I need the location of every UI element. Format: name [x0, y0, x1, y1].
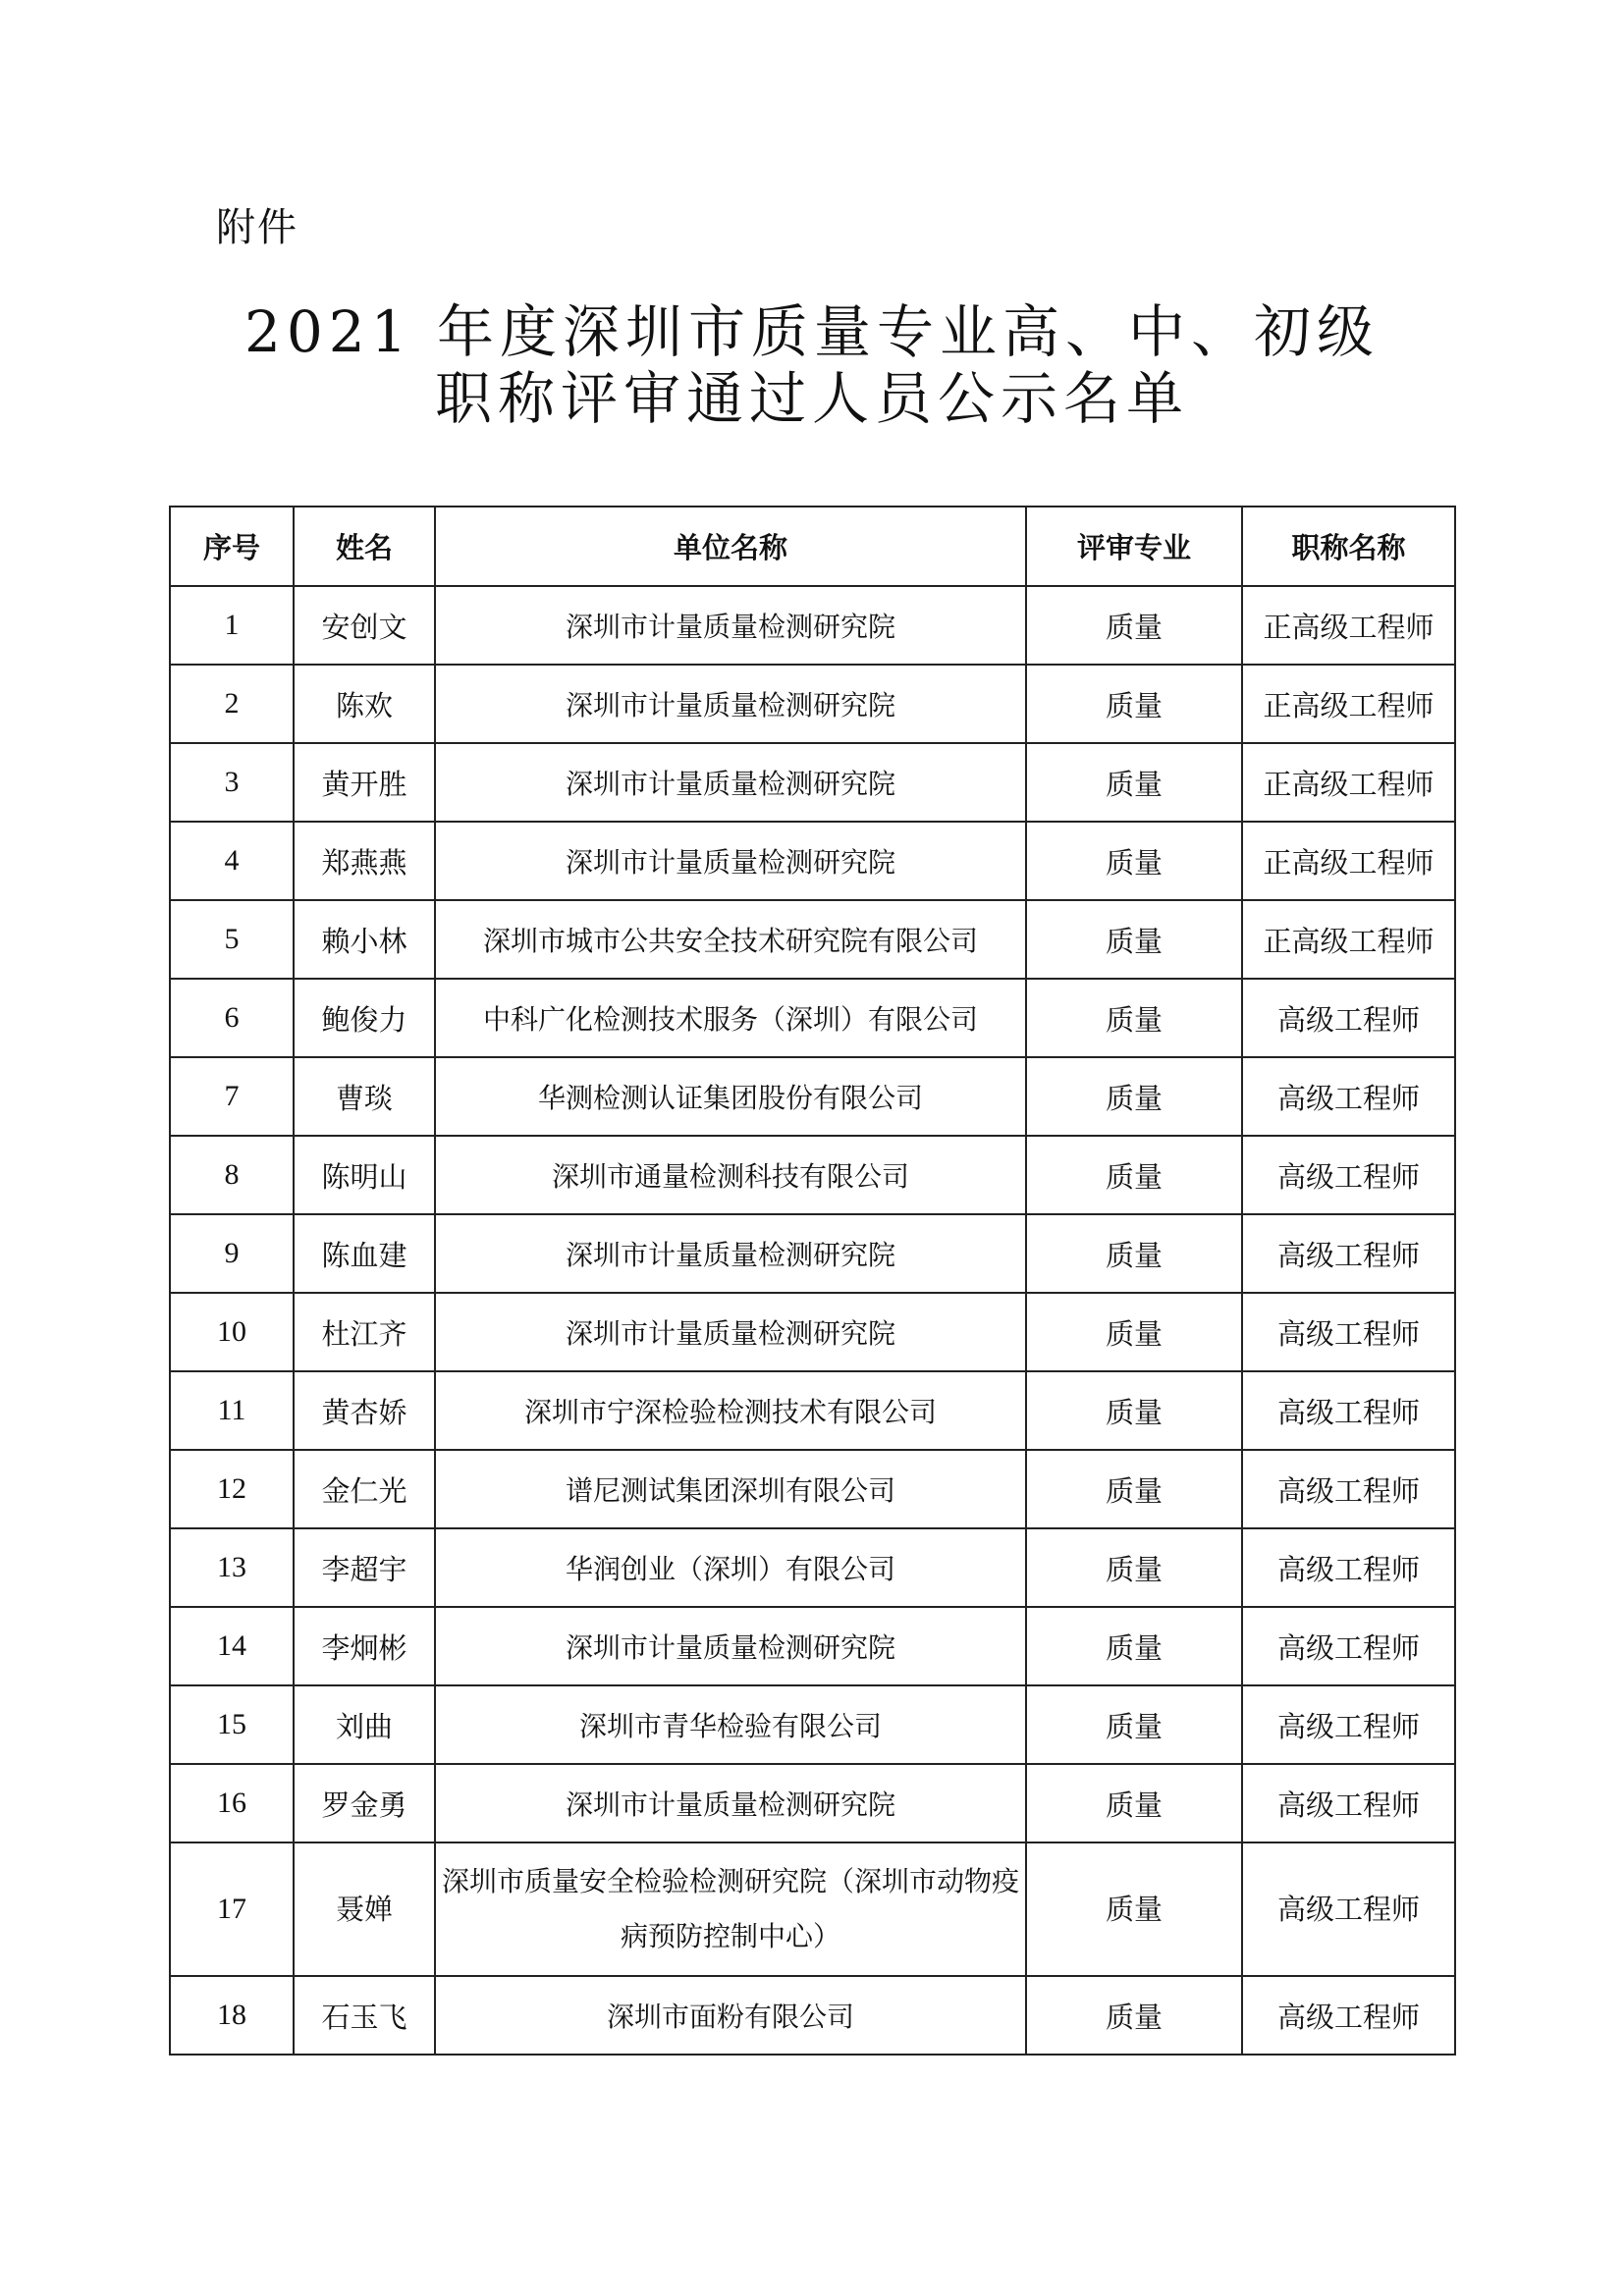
major-cell: 质量 [1026, 1293, 1242, 1371]
name-cell: 陈血建 [294, 1214, 435, 1293]
name-cell: 陈欢 [294, 665, 435, 743]
table-row [170, 1214, 1455, 1293]
table-row [170, 900, 1455, 979]
seq-cell: 9 [170, 1214, 294, 1293]
unit-cell: 深圳市计量质量检测研究院 [435, 1214, 1026, 1293]
name-cell: 鲍俊力 [294, 979, 435, 1057]
unit-cell: 深圳市青华检验有限公司 [435, 1685, 1026, 1764]
name-cell: 郑燕燕 [294, 822, 435, 900]
major-cell: 质量 [1026, 665, 1242, 743]
unit-cell: 深圳市通量检测科技有限公司 [435, 1136, 1026, 1214]
seq-cell: 6 [170, 979, 294, 1057]
table-row [170, 1528, 1455, 1607]
seq-cell: 10 [170, 1293, 294, 1371]
major-cell: 质量 [1026, 1371, 1242, 1450]
name-cell: 曹琰 [294, 1057, 435, 1136]
title-cell: 高级工程师 [1242, 1214, 1455, 1293]
major-cell: 质量 [1026, 1136, 1242, 1214]
major-cell: 质量 [1026, 1842, 1242, 1976]
seq-cell: 8 [170, 1136, 294, 1214]
table-row [170, 979, 1455, 1057]
title-cell: 正高级工程师 [1242, 822, 1455, 900]
seq-cell: 14 [170, 1607, 294, 1685]
major-cell: 质量 [1026, 979, 1242, 1057]
title-cell: 高级工程师 [1242, 979, 1455, 1057]
seq-cell: 13 [170, 1528, 294, 1607]
name-cell: 李超宇 [294, 1528, 435, 1607]
attachment-label: 附件 [216, 205, 298, 250]
major-cell: 质量 [1026, 743, 1242, 822]
unit-cell: 深圳市计量质量检测研究院 [435, 1293, 1026, 1371]
table-row [170, 1976, 1455, 2055]
table-row [170, 665, 1455, 743]
unit-cell: 深圳市宁深检验检测技术有限公司 [435, 1371, 1026, 1450]
major-cell: 质量 [1026, 586, 1242, 665]
name-cell: 金仁光 [294, 1450, 435, 1528]
seq-cell: 2 [170, 665, 294, 743]
unit-cell: 深圳市计量质量检测研究院 [435, 586, 1026, 665]
table-row [170, 1764, 1455, 1842]
seq-cell: 15 [170, 1685, 294, 1764]
major-cell: 质量 [1026, 1685, 1242, 1764]
name-cell: 聂婵 [294, 1842, 435, 1976]
document-title-line-1: 2021 年度深圳市质量专业高、中、初级 [244, 298, 1380, 365]
table-row [170, 1136, 1455, 1214]
name-cell: 李炯彬 [294, 1607, 435, 1685]
table-row [170, 743, 1455, 822]
unit-cell: 深圳市计量质量检测研究院 [435, 822, 1026, 900]
title-cell: 高级工程师 [1242, 1607, 1455, 1685]
table-row [170, 1293, 1455, 1371]
name-cell: 石玉飞 [294, 1976, 435, 2055]
table-row [170, 1057, 1455, 1136]
table-row [170, 1450, 1455, 1528]
table-header-row [170, 507, 1455, 586]
unit-cell: 深圳市计量质量检测研究院 [435, 1764, 1026, 1842]
table-row [170, 1371, 1455, 1450]
major-cell: 质量 [1026, 1214, 1242, 1293]
major-cell: 质量 [1026, 1528, 1242, 1607]
name-cell: 陈明山 [294, 1136, 435, 1214]
unit-cell: 深圳市质量安全检验检测研究院（深圳市动物疫病预防控制中心） [435, 1842, 1026, 1976]
table-row [170, 586, 1455, 665]
title-cell: 正高级工程师 [1242, 743, 1455, 822]
seq-cell: 1 [170, 586, 294, 665]
unit-cell: 深圳市计量质量检测研究院 [435, 743, 1026, 822]
title-cell: 高级工程师 [1242, 1685, 1455, 1764]
seq-cell: 17 [170, 1842, 294, 1976]
table-row [170, 822, 1455, 900]
major-cell: 质量 [1026, 1450, 1242, 1528]
unit-cell: 深圳市城市公共安全技术研究院有限公司 [435, 900, 1026, 979]
title-cell: 正高级工程师 [1242, 586, 1455, 665]
major-cell: 质量 [1026, 822, 1242, 900]
name-cell: 黄开胜 [294, 743, 435, 822]
name-cell: 安创文 [294, 586, 435, 665]
approved-personnel-table [169, 506, 1456, 2056]
table-row [170, 1607, 1455, 1685]
title-cell: 高级工程师 [1242, 1371, 1455, 1450]
seq-cell: 12 [170, 1450, 294, 1528]
seq-cell: 5 [170, 900, 294, 979]
seq-cell: 18 [170, 1976, 294, 2055]
unit-cell: 中科广化检测技术服务（深圳）有限公司 [435, 979, 1026, 1057]
document-title-line-2: 职称评审通过人员公示名单 [434, 365, 1189, 432]
major-cell: 质量 [1026, 1607, 1242, 1685]
header-title: 职称名称 [1242, 507, 1455, 586]
major-cell: 质量 [1026, 1764, 1242, 1842]
table-body [170, 586, 1455, 2055]
name-cell: 杜江齐 [294, 1293, 435, 1371]
name-cell: 刘曲 [294, 1685, 435, 1764]
title-cell: 高级工程师 [1242, 1057, 1455, 1136]
unit-cell: 深圳市面粉有限公司 [435, 1976, 1026, 2055]
header-name: 姓名 [294, 507, 435, 586]
title-cell: 高级工程师 [1242, 1528, 1455, 1607]
unit-cell: 深圳市计量质量检测研究院 [435, 1607, 1026, 1685]
major-cell: 质量 [1026, 900, 1242, 979]
major-cell: 质量 [1026, 1057, 1242, 1136]
title-cell: 高级工程师 [1242, 1764, 1455, 1842]
name-cell: 罗金勇 [294, 1764, 435, 1842]
seq-cell: 7 [170, 1057, 294, 1136]
seq-cell: 4 [170, 822, 294, 900]
major-cell: 质量 [1026, 1976, 1242, 2055]
title-cell: 高级工程师 [1242, 1450, 1455, 1528]
seq-cell: 16 [170, 1764, 294, 1842]
unit-cell: 谱尼测试集团深圳有限公司 [435, 1450, 1026, 1528]
header-seq: 序号 [170, 507, 294, 586]
seq-cell: 11 [170, 1371, 294, 1450]
header-major: 评审专业 [1026, 507, 1242, 586]
name-cell: 黄杏娇 [294, 1371, 435, 1450]
seq-cell: 3 [170, 743, 294, 822]
unit-cell: 华测检测认证集团股份有限公司 [435, 1057, 1026, 1136]
table-row [170, 1685, 1455, 1764]
title-cell: 高级工程师 [1242, 1136, 1455, 1214]
title-cell: 高级工程师 [1242, 1293, 1455, 1371]
unit-cell: 深圳市计量质量检测研究院 [435, 665, 1026, 743]
title-cell: 正高级工程师 [1242, 665, 1455, 743]
unit-cell: 华润创业（深圳）有限公司 [435, 1528, 1026, 1607]
title-cell: 高级工程师 [1242, 1842, 1455, 1976]
title-cell: 高级工程师 [1242, 1976, 1455, 2055]
header-unit: 单位名称 [435, 507, 1026, 586]
table-row [170, 1842, 1455, 1976]
name-cell: 赖小林 [294, 900, 435, 979]
title-cell: 正高级工程师 [1242, 900, 1455, 979]
